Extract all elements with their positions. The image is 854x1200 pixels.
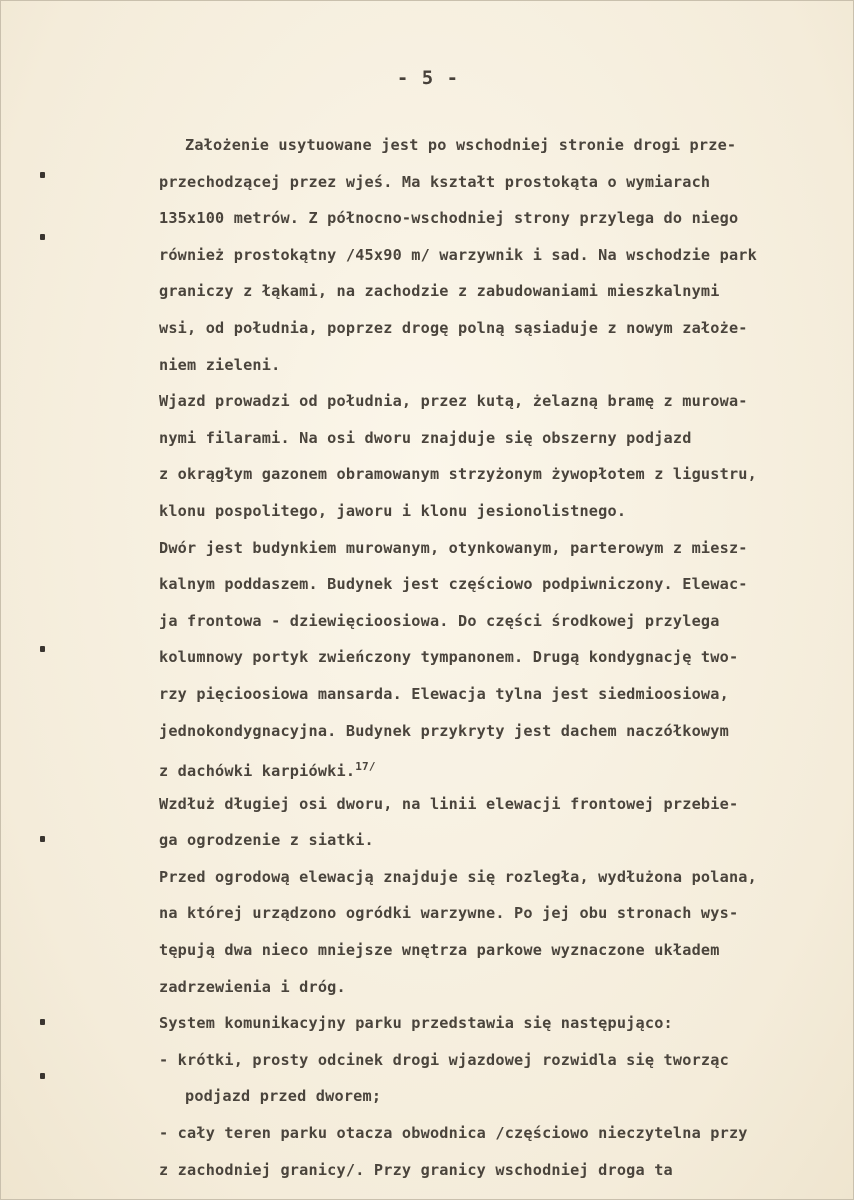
text-line: kolumnowy portyk zwieńczony tympanonem. Drugą kondygnację two- — [159, 648, 739, 667]
text-line: Wjazd prowadzi od południa, przez kutą, żelazną bramę z murowa- — [159, 392, 748, 411]
margin-mark — [40, 172, 45, 178]
text-line: niem zieleni. — [159, 355, 281, 374]
text-line: zadrzewienia i dróg. — [159, 977, 346, 996]
typed-text-block — [159, 127, 837, 1188]
text-line: Wzdłuż długiej osi dworu, na linii elewacji frontowej przebie- — [159, 794, 739, 813]
margin-mark — [40, 646, 45, 652]
text-line: przechodzącej przez wjeś. Ma kształt prostokąta o wymiarach — [159, 172, 711, 191]
margin-mark — [40, 1019, 45, 1025]
text-line: ja frontowa - dziewięcioosiowa. Do części środkowej przylega — [159, 611, 720, 630]
text-line: graniczy z łąkami, na zachodzie z zabudowaniami mieszkalnymi — [159, 282, 720, 301]
text-line: Dwór jest budynkiem murowanym, otynkowanym, parterowym z miesz- — [159, 538, 748, 557]
text-line: z zachodniej granicy/. Przy granicy wschodniej droga ta — [159, 1160, 673, 1179]
margin-mark — [40, 1073, 45, 1079]
text-line: podjazd przed dworem; — [185, 1087, 382, 1106]
text-line: z okrągłym gazonem obramowanym strzyżonym żywopłotem z ligustru, — [159, 465, 757, 484]
page-number: - 5 - — [396, 67, 460, 89]
text-line: kalnym poddaszem. Budynek jest częściowo podpiwniczony. Elewac- — [159, 575, 748, 594]
text-line: jednokondygnacyjna. Budynek przykryty jest dachem naczółkowym — [159, 721, 729, 740]
text-line: - cały teren parku otacza obwodnica /częściowo nieczytelna przy — [159, 1124, 748, 1143]
text-line: rzy pięcioosiowa mansarda. Elewacja tylna jest siedmioosiowa, — [159, 684, 729, 703]
text-line: wsi, od południa, poprzez drogę polną sąsiaduje z nowym założe- — [159, 318, 748, 337]
text-line: Założenie usytuowane jest po wschodniej stronie drogi prze- — [185, 136, 737, 154]
text-line: klonu pospolitego, jaworu i klonu jesionolistnego. — [159, 501, 627, 520]
text-line: - krótki, prosty odcinek drogi wjazdowej rozwidla się tworząc — [159, 1050, 729, 1069]
text-line — [159, 749, 837, 786]
text-line: System komunikacyjny parku przedstawia się następująco: — [159, 1014, 673, 1033]
text-line: ga ogrodzenie z siatki. — [159, 831, 374, 850]
margin-mark — [40, 234, 45, 240]
text-line: również prostokątny /45x90 m/ warzywnik i sad. Na wschodzie park — [159, 245, 757, 264]
text-line: na której urządzono ogródki warzywne. Po jej obu stronach wys- — [159, 904, 739, 923]
margin-mark — [40, 836, 45, 842]
text-line-content: z dachówki karpiówki. — [159, 762, 356, 781]
footnote-ref: 17/ — [355, 760, 376, 774]
text-line: tępują dwa nieco mniejsze wnętrza parkowe wyznaczone układem — [159, 941, 720, 960]
text-line: Przed ogrodową elewacją znajduje się rozległa, wydłużona polana, — [159, 867, 757, 886]
text-line: 135x100 metrów. Z północno-wschodniej strony przylega do niego — [159, 209, 739, 228]
text-line: nymi filarami. Na osi dworu znajduje się obszerny podjazd — [159, 428, 692, 447]
